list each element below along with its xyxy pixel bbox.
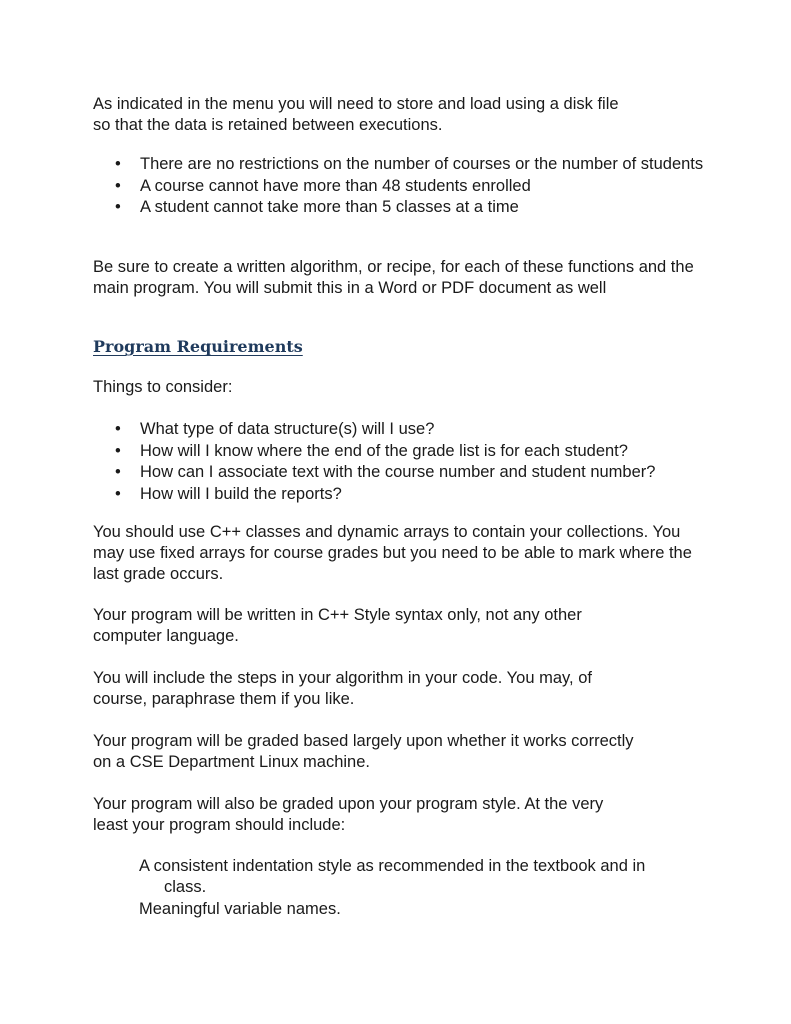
list-item <box>115 441 655 463</box>
bullet-icon: • <box>115 463 121 481</box>
list-item <box>115 462 655 484</box>
classes-para-line-3: last grade occurs. <box>93 565 224 583</box>
style-item-2: Meaningful variable names. <box>139 900 341 918</box>
style-item-1-line-2: class. <box>164 878 207 896</box>
style-para-line-1: Your program will also be graded upon your program style. At the very <box>93 795 604 813</box>
classes-para-line-2: may use fixed arrays for course grades but you need to be able to mark where the <box>93 544 692 562</box>
list-item <box>115 197 703 219</box>
section-heading: Program Requirements <box>93 337 303 356</box>
list-item-text: A course cannot have more than 48 students enrolled <box>140 176 531 195</box>
list-item <box>115 484 655 506</box>
steps-para-line-2: course, paraphrase them if you like. <box>93 690 355 708</box>
considerations-list <box>115 419 655 505</box>
syntax-para-line-2: computer language. <box>93 627 239 645</box>
graded-para-line-2: on a CSE Department Linux machine. <box>93 753 370 771</box>
algorithm-note-line-1: Be sure to create a written algorithm, or recipe, for each of these functions and the <box>93 258 694 276</box>
list-item-text: How will I build the reports? <box>140 484 342 503</box>
graded-para-line-1: Your program will be graded based largely upon whether it works correctly <box>93 732 634 750</box>
bullet-icon: • <box>115 484 121 503</box>
consider-label: Things to consider: <box>93 378 233 396</box>
bullet-icon: • <box>115 198 121 216</box>
syntax-para-line-1: Your program will be written in C++ Style syntax only, not any other <box>93 606 582 624</box>
list-item <box>115 419 655 441</box>
algorithm-note-line-2: main program. You will submit this in a Word or PDF document as well <box>93 279 607 297</box>
list-item <box>115 176 703 198</box>
style-para-line-2: least your program should include: <box>93 816 346 834</box>
bullet-icon: • <box>115 155 121 173</box>
bullet-icon: • <box>115 420 121 438</box>
list-item-text: How will I know where the end of the grade list is for each student? <box>140 441 628 460</box>
intro-line-1: As indicated in the menu you will need to store and load using a disk file <box>93 95 619 113</box>
list-item-text: There are no restrictions on the number of courses or the number of students <box>140 155 704 173</box>
style-item-1-line-1: A consistent indentation style as recommended in the textbook and in <box>139 857 646 875</box>
bullet-icon: • <box>115 176 121 195</box>
list-item-text: What type of data structure(s) will I use? <box>140 420 435 438</box>
bullet-icon: • <box>115 441 121 460</box>
list-item-text: A student cannot take more than 5 classes at a time <box>140 198 519 216</box>
steps-para-line-1: You will include the steps in your algorithm in your code. You may, of <box>93 669 592 687</box>
list-item <box>115 154 703 176</box>
list-item-text: How can I associate text with the course number and student number? <box>140 463 656 481</box>
classes-para-line-1: You should use C++ classes and dynamic arrays to contain your collections. You <box>93 523 681 541</box>
intro-line-2: so that the data is retained between executions. <box>93 116 443 134</box>
restrictions-list <box>115 154 703 219</box>
